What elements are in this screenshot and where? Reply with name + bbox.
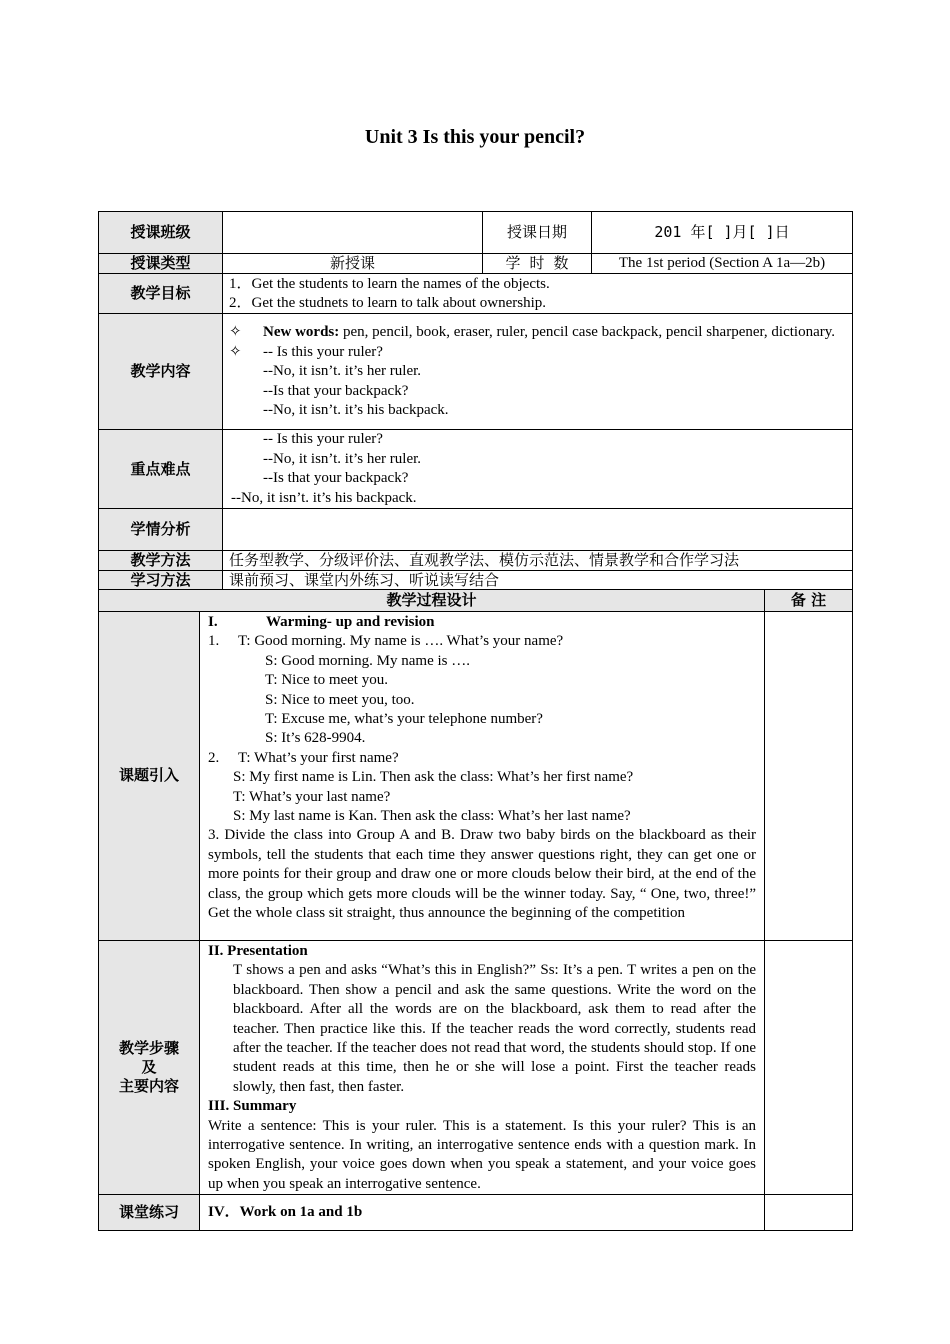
warmup-heading	[208, 613, 756, 632]
item1-line: S: Nice to meet you, too.	[265, 691, 415, 708]
intro-cell	[200, 612, 765, 941]
hours-value: The 1st period (Section A 1a—2b)	[592, 254, 853, 274]
method-row	[99, 551, 853, 571]
type-value: 新授课	[223, 254, 483, 274]
key-line: --No, it isn’t. it’s his backpack.	[231, 489, 417, 506]
remark-header: 备 注	[765, 590, 853, 612]
method-label: 教学方法	[99, 551, 223, 571]
class-row	[99, 212, 853, 254]
content-dialogue-line: ✧ -- Is this your ruler?	[229, 343, 846, 362]
content-cell	[223, 314, 853, 430]
item1-line: T: Nice to meet you.	[265, 672, 388, 689]
item3-paragraph: 3. Divide the class into Group A and B. Draw two baby birds on the blackboard as their symbols, tell the students that each time they answer questions right, they can get one or more points for their group and draw one or more clouds below their bird, at the end of the class, the group which gets more clouds will be the winner today. Say, “ One, two, three!” Get the whole class sit straight, thus announce the beginning of the competition	[208, 827, 757, 922]
diamond-bullet-icon: ✧	[229, 324, 242, 341]
item1-line: 1. T: Good morning. My name is …. What’s your name?	[208, 632, 756, 651]
practice-remark	[765, 1195, 853, 1231]
warmup-num: I.	[208, 614, 218, 630]
page-title: Unit 3 Is this your pencil?	[364, 126, 586, 148]
process-header: 教学过程设计	[99, 590, 765, 612]
presentation-text: T shows a pen and asks “What’s this in English?” Ss: It’s a pen. T writes a pen on the blackboard. Then show a pencil and ask the same questions. Write the word on the blackboard. After all the words are on the blackboard, ask them to read after the teacher. Then practice like this. If the teacher reads the word correctly, students read after the teacher. If the teacher does not read that word, the students should stop. If one student reads at this time, then he or she will lose a point. First the teacher reads slowly, then fast, then faster.	[233, 962, 757, 1095]
class-value	[223, 212, 483, 254]
presentation-title: II. Presentation	[208, 943, 308, 959]
intro-row	[99, 612, 853, 941]
learn-label: 学习方法	[99, 571, 223, 591]
key-cell	[223, 430, 853, 509]
goals-cell	[223, 274, 853, 314]
goal-item: 1．Get the students to learn the names of the objects.	[229, 275, 550, 292]
learn-value: 课前预习、课堂内外练习、听说读写结合	[223, 571, 853, 591]
practice-text: IV．Work on 1a and 1b	[200, 1195, 765, 1231]
item2-line: 2. T: What’s your first name?	[208, 749, 756, 768]
item2-line: T: What’s your last name?	[233, 788, 391, 805]
summary-title: III. Summary	[208, 1098, 297, 1115]
content-new-words	[229, 323, 846, 342]
hours-label: 学 时 数	[483, 254, 592, 274]
goal-item: 2．Get the studnets to learn to talk about ownership.	[229, 294, 547, 311]
item2-line: S: My last name is Kan. Then ask the class: What’s her last name?	[233, 808, 631, 825]
date-label: 授课日期	[483, 212, 592, 254]
practice-label: 课堂练习	[99, 1195, 200, 1231]
analysis-label: 学情分析	[99, 509, 223, 551]
item1-line: T: Excuse me, what’s your telephone number?	[265, 711, 543, 728]
date-value: 201 年[ ]月[ ]日	[592, 212, 853, 254]
diamond-bullet-icon: ✧	[229, 343, 242, 360]
steps-row	[99, 941, 853, 1195]
practice-row	[99, 1195, 853, 1231]
steps-cell	[200, 941, 765, 1195]
intro-label: 课题引入	[99, 612, 200, 941]
goals-row	[99, 274, 853, 314]
content-dialogue-line: --No, it isn’t. it’s her ruler.	[263, 363, 422, 380]
type-label: 授课类型	[99, 254, 223, 274]
steps-label: 教学步骤 及 主要内容	[99, 941, 200, 1195]
content-dialogue-line: --Is that your backpack?	[263, 382, 409, 399]
summary-text: Write a sentence: This is your ruler. This is a statement. Is this your ruler? This is an interrogative sentence. In writing, an interrogative sentence ends with a question mark. In spoken English, your voice goes down when you speak a statement, and your voice goes up when you speak an interrogative sentence.	[208, 1117, 757, 1192]
process-header-row	[99, 590, 853, 612]
steps-remark	[765, 941, 853, 1195]
key-label: 重点难点	[99, 430, 223, 509]
goals-label: 教学目标	[99, 274, 223, 314]
warmup-title: Warming- up and revision	[266, 614, 435, 630]
item2-num: 2.	[208, 749, 220, 766]
key-line: --No, it isn’t. it’s her ruler.	[263, 450, 422, 467]
content-dialogue-line: --No, it isn’t. it’s his backpack.	[263, 402, 449, 419]
content-label: 教学内容	[99, 314, 223, 430]
lesson-info-table	[98, 211, 853, 592]
new-words-text: pen, pencil, book, eraser, ruler, pencil case backpack, pencil sharpener, dictionary.	[339, 324, 836, 341]
type-row	[99, 254, 853, 274]
intro-remark	[765, 612, 853, 941]
new-words-key: New words:	[263, 324, 340, 341]
item1-line: S: Good morning. My name is ….	[265, 652, 470, 669]
key-line: --Is that your backpack?	[263, 470, 409, 487]
key-row	[99, 430, 853, 509]
item1-line: S: It’s 628-9904.	[265, 730, 366, 747]
key-line: -- Is this your ruler?	[263, 431, 383, 448]
analysis-row	[99, 509, 853, 551]
content-row	[99, 314, 853, 430]
method-value: 任务型教学、分级评价法、直观教学法、模仿示范法、情景教学和合作学习法	[223, 551, 853, 571]
item1-num: 1.	[208, 633, 220, 650]
analysis-value	[223, 509, 853, 551]
teaching-process-table	[98, 589, 853, 1231]
item2-line: S: My first name is Lin. Then ask the class: What’s her first name?	[233, 769, 634, 786]
class-label: 授课班级	[99, 212, 223, 254]
